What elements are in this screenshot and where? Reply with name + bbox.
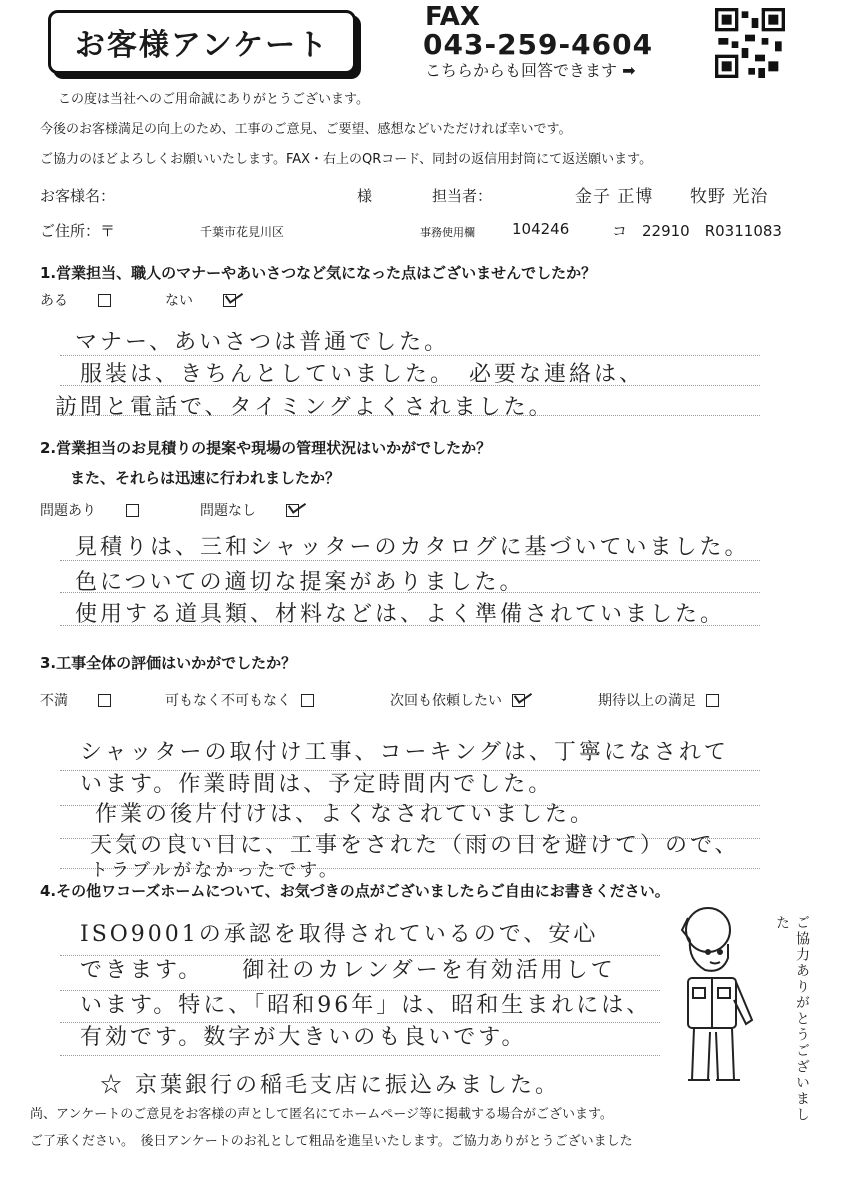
option-dissatisfied[interactable] (40, 690, 111, 710)
answer-4-line: 有効です。数字が大きいのも良いです。 (80, 1025, 527, 1050)
option-label: 不満 (40, 693, 68, 709)
intro-line: この度は当社へのご用命誠にありがとうございます。 (58, 92, 369, 107)
fax-label: FAX (425, 2, 480, 32)
footer-line: ご了承ください。 後日アンケートのお礼として粗品を進呈いたします。ご協力ありがとうございました (30, 1134, 633, 1149)
address-value: 千葉市花見川区 (200, 225, 285, 239)
answer-3-line: トラブルがなかったです。 (90, 860, 340, 881)
answer-4-line: います。特に、「昭和96年」は、昭和生まれには、 (80, 993, 652, 1018)
option-label: ある (40, 293, 68, 309)
question-4: 4.その他ワコーズホームについて、お気づきの点がございましたらご自由にお書きください。 (40, 882, 670, 900)
option-problem[interactable] (40, 500, 139, 520)
checkbox[interactable] (301, 694, 314, 707)
checkbox-checked[interactable] (223, 294, 236, 307)
footer-line: 尚、アンケートのご意見をお客様の声として匿名にてホームページ等に掲載する場合がございます。 (30, 1107, 613, 1122)
customer-name-label: お客様名： (40, 187, 116, 205)
fax-number: 043-259-4604 (423, 28, 654, 61)
survey-title-box (48, 10, 356, 74)
answer-3-line: います。作業時間は、予定時間内でした。 (80, 772, 554, 797)
checkbox-checked[interactable] (512, 694, 525, 707)
option-label: ない (165, 293, 193, 309)
fax-note: こちらからも回答できます ➡ (425, 61, 636, 80)
question-3: 3.工事全体の評価はいかがでしたか？ (40, 654, 297, 672)
answer-1-line: 訪問と電話で、タイミングよくされました。 (55, 395, 554, 420)
answer-4-line: ISO9001の承認を取得されているので、安心 (80, 922, 599, 947)
thank-you-vertical: ご協力ありがとうございました (774, 915, 810, 1123)
office-code: 104246 (512, 220, 570, 238)
intro-line: 今後のお客様満足の向上のため、工事のご意見、ご要望、感想などいただければ幸いです。 (40, 122, 572, 137)
question-2: 2.営業担当のお見積りの提案や現場の管理状況はいかがでしたか？ (40, 439, 492, 457)
answer-1-line: マナー、あいさつは普通でした。 (75, 330, 450, 355)
page-title: お客様アンケート (74, 28, 330, 63)
checkbox-checked[interactable] (286, 504, 299, 517)
option-label: 次回も依頼したい (390, 693, 502, 709)
staff-name: 牧野 光治 (690, 187, 769, 207)
option-request-again[interactable] (390, 690, 525, 710)
option-label: 問題あり (40, 503, 96, 519)
option-label: 問題なし (200, 503, 256, 519)
answer-2-line: 色についての適切な提案がありました。 (75, 570, 525, 595)
answer-1-line: 服装は、きちんとしていました。 必要な連絡は、 (80, 362, 645, 387)
intro-line: ご協力のほどよろしくお願いいたします。FAX・右上のQRコード、同封の返信用封筒にて返送願います。 (40, 152, 653, 167)
option-exceeded[interactable] (598, 690, 719, 710)
option-neutral[interactable] (165, 690, 314, 710)
question-1: 1.営業担当、職人のマナーやあいさつなど気になった点はございませんでしたか？ (40, 264, 597, 282)
honorific: 様 (357, 187, 373, 205)
answer-4-line: できます。 御社のカレンダーを有効活用して (80, 958, 616, 983)
option-label: 期待以上の満足 (598, 693, 696, 709)
qr-code-icon[interactable] (715, 8, 785, 78)
checkbox[interactable] (98, 694, 111, 707)
office-code: コ 22910 R0311083 (612, 222, 782, 240)
option-aru[interactable] (40, 290, 111, 310)
option-label: 可もなく不可もなく (165, 693, 291, 709)
checkbox[interactable] (126, 504, 139, 517)
option-no-problem[interactable] (200, 500, 299, 520)
question-2-sub: また、それらは迅速に行われましたか？ (70, 469, 341, 487)
checkbox[interactable] (98, 294, 111, 307)
answer-3-line: 作業の後片付けは、よくなされていました。 (95, 802, 596, 827)
address-label: ご住所：〒 (40, 222, 116, 240)
option-nai[interactable] (165, 290, 236, 310)
staff-label: 担当者： (432, 187, 493, 205)
checkbox[interactable] (706, 694, 719, 707)
answer-2-line: 使用する道具類、材料などは、よく準備されていました。 (75, 602, 726, 627)
office-use-label: 事務使用欄 (420, 226, 475, 239)
answer-2-line: 見積りは、三和シャッターのカタログに基づいていました。 (75, 535, 750, 560)
answer-4-note: ☆ 京葉銀行の稲毛支店に振込みました。 (100, 1073, 560, 1098)
answer-3-line: 天気の良い日に、工事をされた（雨の日を避けて）ので、 (90, 833, 740, 858)
answer-3-line: シャッターの取付け工事、コーキングは、丁寧になされて (80, 740, 729, 765)
staff-name: 金子 正博 (575, 187, 654, 207)
worker-illustration-icon (660, 900, 770, 1100)
